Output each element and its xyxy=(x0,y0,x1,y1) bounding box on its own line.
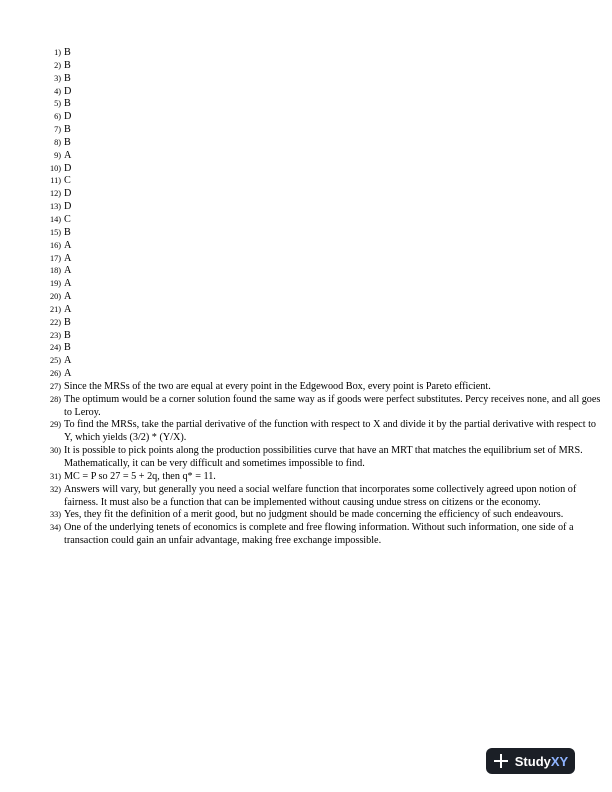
answer-item xyxy=(42,98,602,111)
answer-text: A xyxy=(64,303,72,315)
answer-text: It is possible to pick points along the production possibilities curve that have an MRT that matches the equilibrium set of MRS. Mathematically, it can be very difficult and sometimes impossible to find. xyxy=(64,445,586,469)
answer-text: To find the MRSs, take the partial derivative of the function with respect to X and divide it by the partial derivative with respect to Y, which yields (3/2) * (Y/X). xyxy=(64,419,599,444)
answer-item xyxy=(42,522,602,548)
answer-text: A xyxy=(64,239,72,251)
answer-item xyxy=(42,214,602,227)
answer-item xyxy=(42,419,602,445)
answer-text: A xyxy=(64,291,72,303)
answer-item xyxy=(42,47,602,60)
answer-text: B xyxy=(64,47,71,58)
answer-number: 13) xyxy=(49,202,61,212)
answer-item xyxy=(42,471,602,484)
answer-number: 26) xyxy=(49,369,61,379)
answer-number: 22) xyxy=(49,317,61,327)
answer-item xyxy=(42,86,602,99)
answer-number: 23) xyxy=(49,330,61,340)
answer-item xyxy=(42,73,602,86)
answer-item xyxy=(42,240,602,253)
answer-number: 3) xyxy=(54,73,61,83)
answer-text: A xyxy=(64,355,72,367)
answer-item xyxy=(42,150,602,163)
answer-number: 25) xyxy=(49,356,61,366)
answer-item xyxy=(42,330,602,343)
answer-number: 14) xyxy=(49,214,61,224)
answer-item xyxy=(42,278,602,291)
answer-item xyxy=(42,509,602,522)
answer-text: D xyxy=(64,162,72,174)
answer-text: A xyxy=(64,252,72,264)
answer-text: A xyxy=(64,278,72,290)
answer-number: 21) xyxy=(49,304,61,314)
answer-number: 8) xyxy=(54,137,61,147)
answer-text: A xyxy=(64,149,72,161)
answer-number: 10) xyxy=(49,163,61,173)
answer-number: 16) xyxy=(49,240,61,250)
answer-text: Yes, they fit the definition of a merit good, but no judgment should be made concerning the efficiency of such endeavours. xyxy=(64,509,564,521)
answer-item xyxy=(42,253,602,266)
answer-number: 28) xyxy=(49,394,61,404)
answer-item xyxy=(42,137,602,150)
answer-text: D xyxy=(64,111,72,123)
answer-item xyxy=(42,355,602,368)
answer-number: 34) xyxy=(49,523,61,533)
answer-number: 4) xyxy=(54,86,61,96)
answer-item xyxy=(42,304,602,317)
answer-item xyxy=(42,111,602,124)
answer-number: 6) xyxy=(54,112,61,122)
answer-text: B xyxy=(64,329,71,341)
answer-item xyxy=(42,445,602,471)
answer-item xyxy=(42,368,602,381)
answer-text: One of the underlying tenets of economics is complete and free flowing information. Without such information, one side of a transaction could gain an unfair advantage, making free exchange impossible. xyxy=(64,522,577,547)
answer-text: A xyxy=(64,265,72,277)
answer-number: 2) xyxy=(54,60,61,70)
answer-number: 17) xyxy=(49,253,61,263)
badge-brand-main: Study xyxy=(514,753,551,769)
answer-text: The optimum would be a corner solution found the same way as if goods were perfect substitutes. Percy receives none, and all goes to Leroy. xyxy=(64,393,603,418)
answer-number: 5) xyxy=(54,99,61,109)
answer-text: B xyxy=(64,136,71,148)
answer-text: Since the MRSs of the two are equal at every point in the Edgewood Box, every point is Pareto efficient. xyxy=(64,380,491,392)
answer-item xyxy=(42,291,602,304)
answer-number: 1) xyxy=(54,48,61,57)
answer-number: 12) xyxy=(49,189,61,199)
answer-number: 27) xyxy=(49,381,61,391)
answer-text: A xyxy=(64,368,72,380)
answer-text: B xyxy=(64,342,71,354)
answer-text: B xyxy=(64,72,71,84)
answer-number: 24) xyxy=(49,343,61,353)
answer-number: 31) xyxy=(49,471,61,481)
answer-number: 9) xyxy=(54,150,61,160)
answer-key-list xyxy=(42,47,602,548)
answer-item xyxy=(42,265,602,278)
answer-text: B xyxy=(64,226,71,238)
answer-number: 15) xyxy=(49,227,61,237)
studyxy-badge[interactable] xyxy=(486,748,575,774)
answer-number: 19) xyxy=(49,279,61,289)
answer-number: 30) xyxy=(49,446,61,456)
answer-text: C xyxy=(64,213,71,225)
answer-text: D xyxy=(64,201,72,213)
answer-number: 11) xyxy=(50,176,61,186)
answer-number: 18) xyxy=(49,266,61,276)
answer-number: 32) xyxy=(49,484,61,494)
answer-text: B xyxy=(64,59,71,71)
badge-brand-accent: XY xyxy=(550,753,569,769)
answer-item xyxy=(42,381,602,394)
answer-item xyxy=(42,342,602,355)
answer-item xyxy=(42,484,602,510)
answer-text: Answers will vary, but generally you need a social welfare function that incorporates some collectively agreed upon notion of fairness. It must also be a function that can be implemented without causing undue stress on citizens or the economy. xyxy=(64,483,579,508)
answer-text: B xyxy=(64,316,71,328)
answer-text: B xyxy=(64,98,71,110)
answer-text: MC = P so 27 = 5 + 2q, then q* = 11. xyxy=(64,470,216,482)
answer-item xyxy=(42,163,602,176)
answer-item xyxy=(42,201,602,214)
plus-sparkle-icon xyxy=(493,753,509,769)
answer-text: B xyxy=(64,124,71,136)
answer-text: C xyxy=(64,175,71,187)
answer-item xyxy=(42,227,602,240)
answer-item xyxy=(42,317,602,330)
answer-item xyxy=(42,124,602,137)
answer-item xyxy=(42,394,602,420)
answer-text: D xyxy=(64,188,72,200)
answer-number: 33) xyxy=(49,510,61,520)
answer-item xyxy=(42,188,602,201)
answer-number: 29) xyxy=(49,420,61,430)
answer-number: 7) xyxy=(54,125,61,135)
answer-number: 20) xyxy=(49,292,61,302)
answer-item xyxy=(42,60,602,73)
answer-item xyxy=(42,175,602,188)
answer-text: D xyxy=(64,85,72,97)
